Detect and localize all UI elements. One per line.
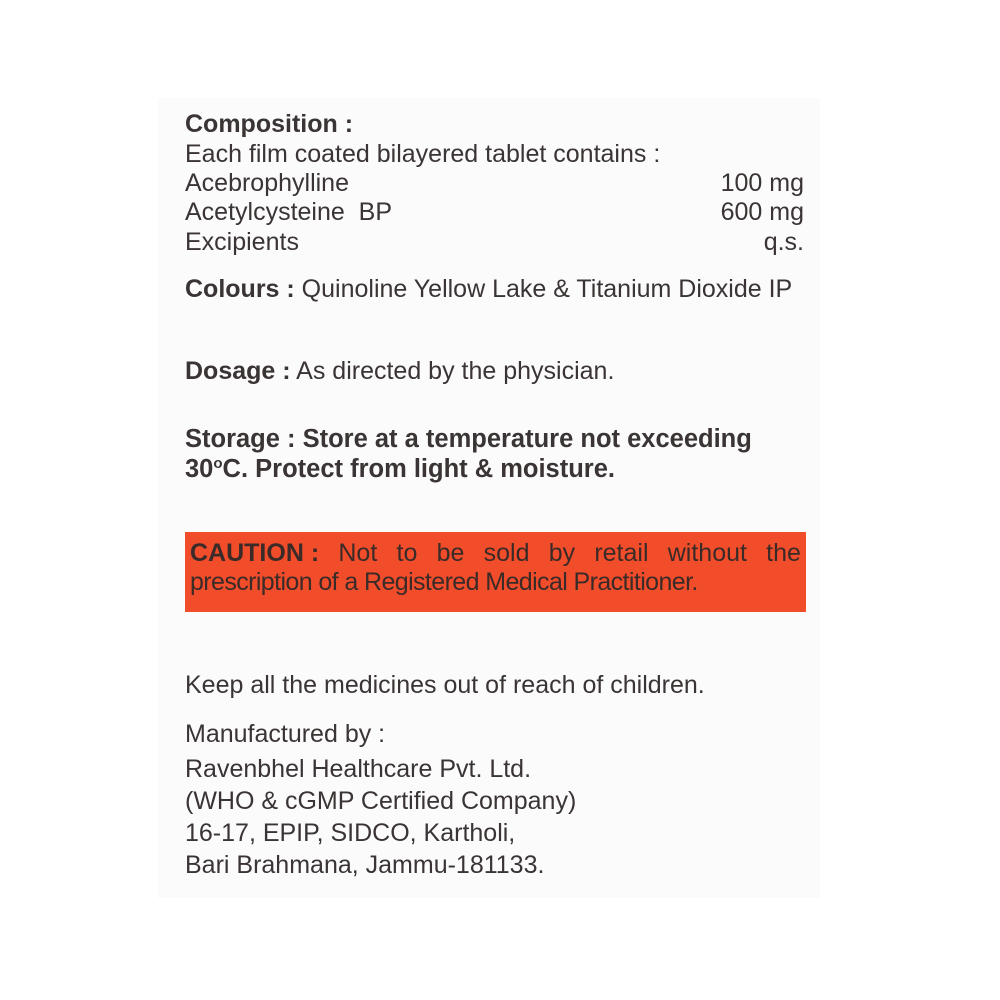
manufacturer-label: Manufactured by :	[185, 720, 386, 748]
ingredient-qty: 100 mg	[720, 169, 804, 197]
ingredient-name: Acetylcysteine BP	[185, 198, 393, 226]
ingredient-row	[185, 168, 804, 198]
caution-word: sold	[483, 539, 530, 567]
caution-word: by	[548, 539, 576, 567]
caution-word: retail	[594, 539, 649, 567]
caution-line-1	[190, 538, 801, 568]
manufacturer-line: Ravenbhel Healthcare Pvt. Ltd.	[185, 755, 532, 783]
colours-line	[185, 274, 792, 304]
storage-temperature: 30	[185, 455, 214, 483]
caution-line-2: prescription of a Registered Medical Practitioner.	[190, 568, 698, 596]
children-warning: Keep all the medicines out of reach of children.	[185, 671, 705, 699]
ingredient-name: Excipients	[185, 228, 299, 256]
dosage-value: As directed by the physician.	[296, 357, 615, 385]
composition-intro: Each film coated bilayered tablet contains :	[185, 140, 661, 168]
ingredient-qty: q.s.	[763, 228, 804, 256]
caution-label: CAUTION :	[190, 539, 320, 567]
colours-value: Quinoline Yellow Lake & Titanium Dioxide IP	[301, 275, 793, 303]
caution-word: to	[396, 539, 418, 567]
caution-word: without	[667, 539, 747, 567]
caution-word: Not	[338, 539, 378, 567]
dosage-line	[185, 356, 614, 386]
manufacturer-line: 16-17, EPIP, SIDCO, Kartholi,	[185, 819, 516, 847]
caution-word: the	[766, 539, 801, 567]
manufacturer-line: Bari Brahmana, Jammu-181133.	[185, 851, 545, 879]
manufacturer-line: (WHO & cGMP Certified Company)	[185, 787, 577, 815]
dosage-label: Dosage :	[185, 357, 291, 385]
ingredient-name: Acebrophylline	[185, 169, 349, 197]
ingredient-row	[185, 197, 804, 227]
ingredient-row	[185, 227, 804, 257]
storage-line-2	[185, 454, 615, 484]
storage-line-1: Storage : Store at a temperature not exceeding	[185, 425, 752, 453]
storage-instructions: C. Protect from light & moisture.	[222, 455, 615, 483]
composition-heading: Composition :	[185, 110, 354, 138]
degree-symbol: o	[213, 455, 223, 472]
caution-word: be	[436, 539, 465, 567]
ingredient-qty: 600 mg	[720, 198, 804, 226]
colours-label: Colours :	[185, 275, 295, 303]
